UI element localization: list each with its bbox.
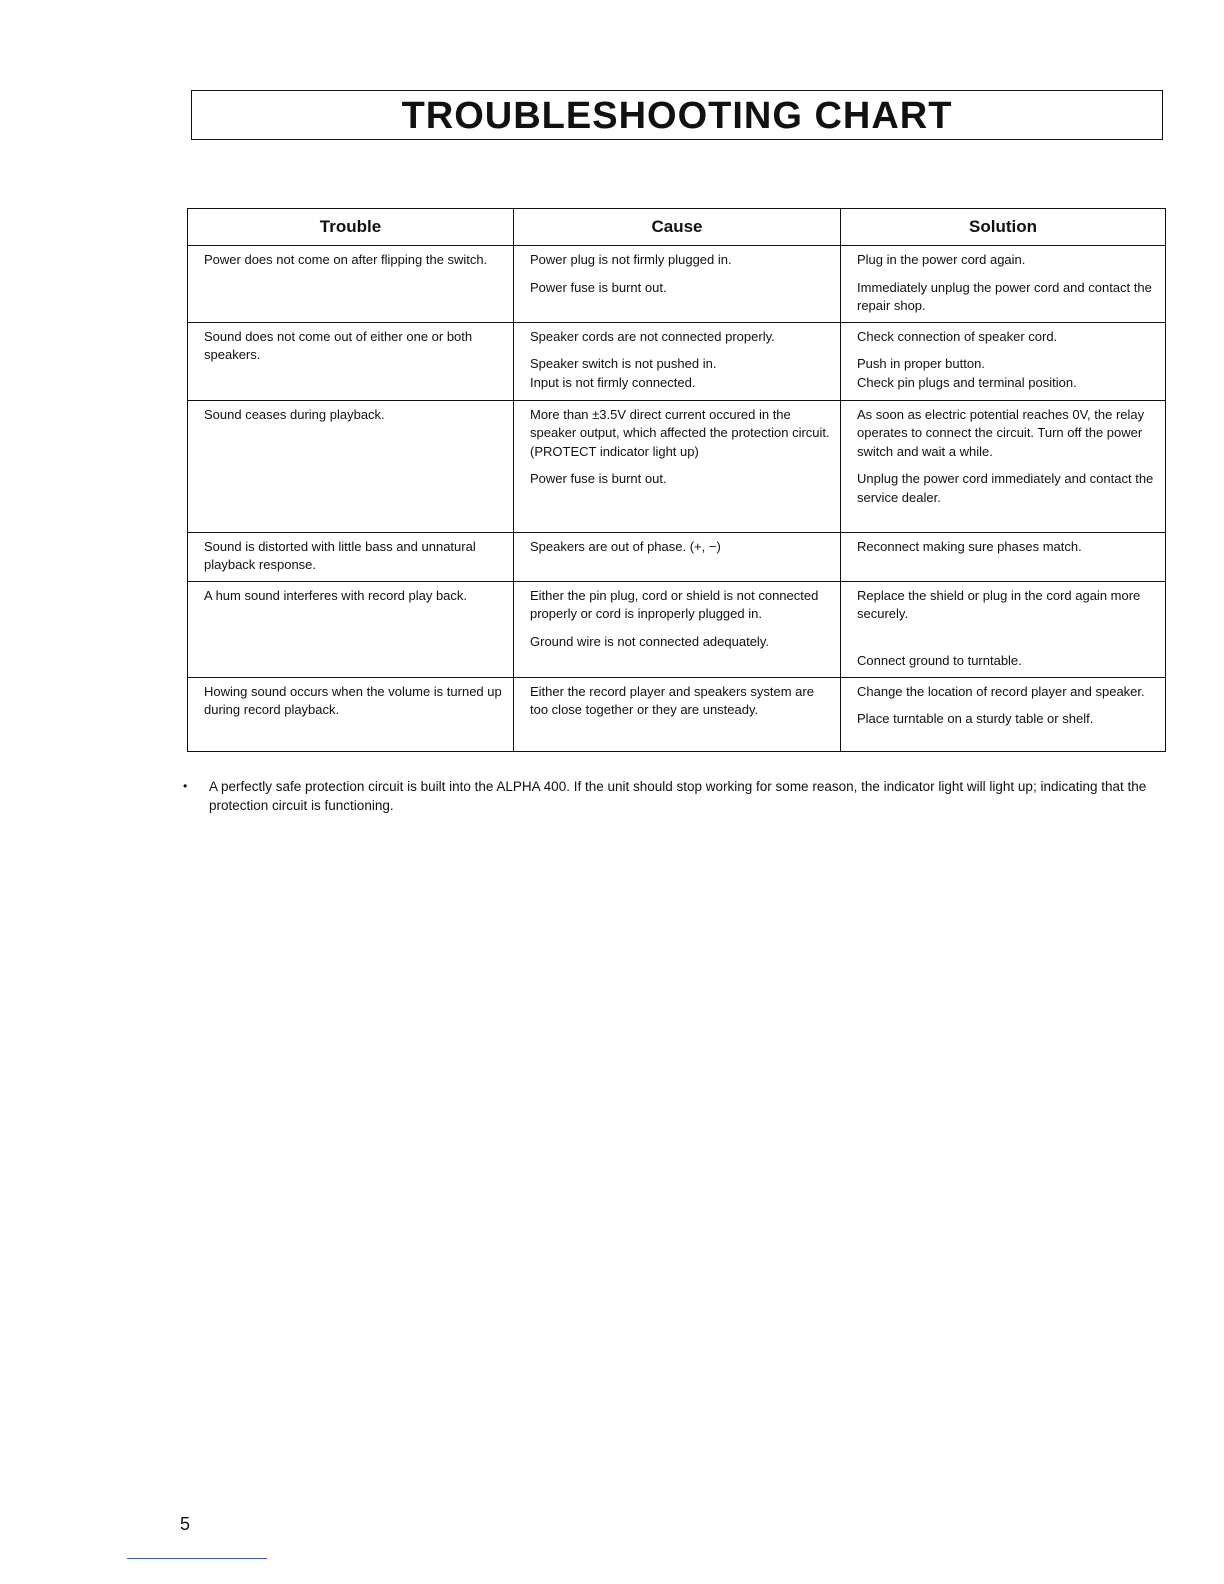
table-row [188,581,1166,677]
table-row [188,322,1166,400]
footnote-bullet: • [183,779,188,793]
header-trouble: Trouble [188,209,514,246]
solution-cell [841,532,1166,581]
header-cause: Cause [514,209,841,246]
cause-text: Either the record player and speakers system are too close together or they are unsteady. [530,683,814,717]
cause-text: Power plug is not firmly plugged in. [530,252,732,267]
page-title-box [191,90,1163,140]
page-title: TROUBLESHOOTING CHART [401,94,953,137]
trouble-cell [188,532,514,581]
trouble-cell [188,246,514,323]
solution-text: Check pin plugs and terminal position. [857,374,1077,390]
solution-cell [841,581,1166,677]
bottom-divider [127,1558,267,1559]
cause-text: Either the pin plug, cord or shield is not connected properly or cord is inproperly plugged in. [530,587,819,621]
cause-text: Power fuse is burnt out. [530,471,667,486]
trouble-text: Power does not come on after flipping the switch. [204,252,488,267]
cause-text: Power fuse is burnt out. [530,279,667,295]
solution-text: Reconnect making sure phases match. [857,538,1082,554]
troubleshooting-table [187,208,1166,752]
trouble-cell [188,400,514,532]
table-row [188,246,1166,323]
cause-cell [514,246,841,323]
cause-cell [514,322,841,400]
trouble-text: Sound ceases during playback. [204,406,385,422]
trouble-cell [188,322,514,400]
solution-text: Check connection of speaker cord. [857,328,1058,344]
table-row [188,532,1166,581]
header-solution: Solution [841,209,1166,246]
cause-cell [514,581,841,677]
table-row [188,400,1166,532]
solution-cell [841,677,1166,751]
table-header-row [188,209,1166,246]
cause-text: Speaker switch is not pushed in. [530,356,717,371]
solution-text: Push in proper button. [857,356,985,371]
trouble-text: Sound does not come out of either one or both speakers. [204,328,473,362]
solution-text: Immediately unplug the power cord and contact the repair shop. [857,279,1152,313]
solution-text: Unplug the power cord immediately and contact the service dealer. [857,471,1154,505]
cause-text: Speaker cords are not connected properly. [530,328,775,344]
trouble-text: A hum sound interferes with record play back. [204,587,468,603]
trouble-cell [188,677,514,751]
trouble-cell [188,581,514,677]
solution-cell [841,322,1166,400]
solution-text: Connect ground to turntable. [857,652,1022,668]
cause-cell [514,400,841,532]
cause-cell [514,532,841,581]
solution-cell [841,246,1166,323]
cause-cell [514,677,841,751]
table-row [188,677,1166,751]
cause-text: Input is not firmly connected. [530,374,696,390]
solution-text: Replace the shield or plug in the cord again more securely. [857,587,1141,621]
solution-text: As soon as electric potential reaches 0V, the relay operates to connect the circuit. Turn off the power switch and wait a while. [857,406,1145,459]
solution-text: Place turntable on a sturdy table or shelf. [857,711,1094,726]
cause-text: Ground wire is not connected adequately. [530,633,769,649]
solution-text: Change the location of record player and speaker. [857,683,1145,699]
cause-text: More than ±3.5V direct current occured in the speaker output, which affected the protection circuit. (PROTECT indicator light up) [530,406,830,459]
solution-cell [841,400,1166,532]
cause-text: Speakers are out of phase. (+, −) [530,538,721,554]
solution-text: Plug in the power cord again. [857,252,1026,267]
footnote [183,777,1173,815]
footnote-text: A perfectly safe protection circuit is built into the ALPHA 400. If the unit should stop working for some reason, the indicator light will light up; indicating that the protection circuit is functioning. [209,779,1147,813]
trouble-text: Sound is distorted with little bass and unnatural playback response. [204,538,476,572]
page-number: 5 [180,1514,191,1534]
trouble-text: Howing sound occurs when the volume is turned up during record playback. [204,683,502,717]
